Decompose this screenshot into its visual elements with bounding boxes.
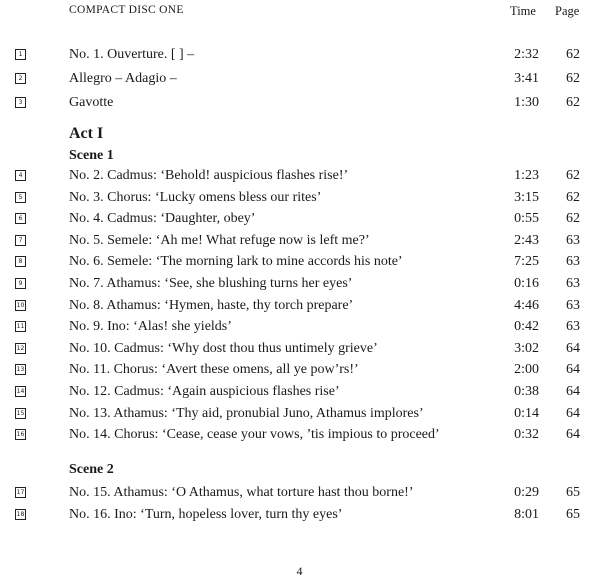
- track-number-box: 15: [16, 409, 25, 417]
- track-title: No. 5. Semele: ‘Ah me! What refuge now is left me?’: [69, 232, 370, 248]
- track-time: 4:46: [514, 297, 539, 313]
- track-number-box: 6: [15, 213, 26, 224]
- track-row: [0, 168, 599, 188]
- track-row: [0, 427, 599, 447]
- track-title: No. 2. Cadmus: ‘Behold! auspicious flashes rise!’: [69, 168, 349, 183]
- track-row: [0, 71, 599, 91]
- track-number-box: 16: [16, 431, 25, 439]
- track-time: 3:41: [514, 71, 539, 86]
- track-row: [0, 254, 599, 274]
- track-title: No. 11. Chorus: ‘Avert these omens, all ye pow’rs!’: [69, 362, 359, 378]
- track-row: [0, 319, 599, 339]
- act-heading: Act I: [69, 125, 104, 142]
- track-time: 0:38: [514, 384, 539, 399]
- track-row: [0, 211, 599, 231]
- track-title: No. 6. Semele: ‘The morning lark to mine accords his note’: [69, 254, 403, 270]
- track-number-box: 18: [16, 510, 25, 518]
- track-number-box: 11: [16, 323, 25, 331]
- track-page: 63: [566, 276, 580, 291]
- track-title: No. 3. Chorus: ‘Lucky omens bless our rites’: [69, 189, 322, 205]
- track-number-box: 5: [15, 192, 26, 203]
- track-title: No. 16. Ino: ‘Turn, hopeless lover, turn thy eyes’: [69, 506, 343, 522]
- track-number-box: 10: [16, 301, 25, 309]
- track-time: 8:01: [514, 506, 539, 522]
- track-number-box: 3: [15, 97, 26, 108]
- track-row: [0, 298, 599, 318]
- track-page: 62: [566, 71, 580, 86]
- track-time: 0:42: [514, 319, 539, 335]
- track-page: 63: [566, 297, 580, 313]
- track-title: No. 1. Ouverture. [ ] –: [69, 47, 195, 62]
- track-title: No. 14. Chorus: ‘Cease, cease your vows, ’tis impious to proceed’: [69, 427, 440, 443]
- track-time: 3:15: [514, 189, 539, 205]
- track-title: Allegro – Adagio –: [69, 71, 177, 86]
- track-row: [0, 485, 599, 505]
- track-number-box: 9: [15, 278, 26, 289]
- track-title: Gavotte: [69, 95, 114, 110]
- track-page: 64: [566, 340, 580, 356]
- track-number-box: 7: [15, 235, 26, 246]
- track-title: No. 4. Cadmus: ‘Daughter, obey’: [69, 211, 256, 227]
- track-row: [0, 233, 599, 253]
- track-row: [0, 190, 599, 210]
- track-time: 0:16: [514, 276, 539, 291]
- track-number-box: 4: [15, 170, 26, 181]
- track-number-box: 14: [16, 388, 25, 395]
- track-page: 62: [566, 211, 580, 227]
- track-page: 62: [566, 47, 580, 62]
- track-row: [0, 406, 599, 426]
- track-page: 63: [566, 254, 580, 270]
- scene-2-heading: Scene 2: [69, 462, 114, 477]
- track-title: No. 12. Cadmus: ‘Again auspicious flashes rise’: [69, 384, 340, 399]
- track-page: 64: [566, 384, 580, 399]
- track-time: 0:14: [514, 405, 539, 421]
- track-number-box: 1: [15, 49, 26, 60]
- track-row: [0, 362, 599, 382]
- track-row: [0, 95, 599, 115]
- page-column-header: Page: [555, 4, 580, 18]
- track-page: 65: [566, 506, 580, 522]
- track-time: 1:23: [514, 168, 539, 183]
- track-page: 62: [566, 95, 580, 110]
- track-row: [0, 47, 599, 67]
- track-page: 64: [566, 362, 580, 378]
- track-time: 0:32: [514, 427, 539, 443]
- track-number-box: 17: [16, 489, 25, 496]
- track-row: [0, 276, 599, 296]
- time-column-header: Time: [510, 4, 536, 18]
- track-page: 62: [566, 168, 580, 183]
- track-title: No. 9. Ino: ‘Alas! she yields’: [69, 319, 232, 335]
- page-number: 4: [296, 564, 303, 578]
- track-time: 7:25: [514, 254, 539, 270]
- track-number-box: 8: [15, 256, 26, 267]
- track-title: No. 10. Cadmus: ‘Why dost thou thus untimely grieve’: [69, 340, 378, 356]
- track-time: 3:02: [514, 340, 539, 356]
- track-title: No. 7. Athamus: ‘See, she blushing turns her eyes’: [69, 276, 353, 291]
- track-number-box: 2: [15, 73, 26, 84]
- track-row: [0, 341, 599, 361]
- track-page: 65: [566, 485, 580, 500]
- track-title: No. 13. Athamus: ‘Thy aid, pronubial Juno, Athamus implores’: [69, 405, 424, 421]
- track-time: 2:00: [514, 362, 539, 378]
- track-time: 0:29: [514, 485, 539, 500]
- track-number-box: 13: [16, 366, 25, 374]
- track-page: 64: [566, 427, 580, 443]
- track-time: 2:43: [514, 232, 539, 248]
- track-page: 63: [566, 232, 580, 248]
- track-number-box: 12: [16, 344, 25, 352]
- track-time: 2:32: [514, 47, 539, 62]
- track-title: No. 8. Athamus: ‘Hymen, haste, thy torch prepare’: [69, 297, 354, 313]
- track-page: 64: [566, 405, 580, 421]
- disc-title: COMPACT DISC ONE: [69, 4, 184, 16]
- scene-1-heading: Scene 1: [69, 148, 114, 163]
- track-time: 1:30: [514, 95, 539, 110]
- track-page: 63: [566, 319, 580, 335]
- track-title: No. 15. Athamus: ‘O Athamus, what torture hast thou borne!’: [69, 485, 414, 500]
- track-time: 0:55: [514, 211, 539, 227]
- track-row: [0, 507, 599, 527]
- track-page: 62: [566, 189, 580, 205]
- track-row: [0, 384, 599, 404]
